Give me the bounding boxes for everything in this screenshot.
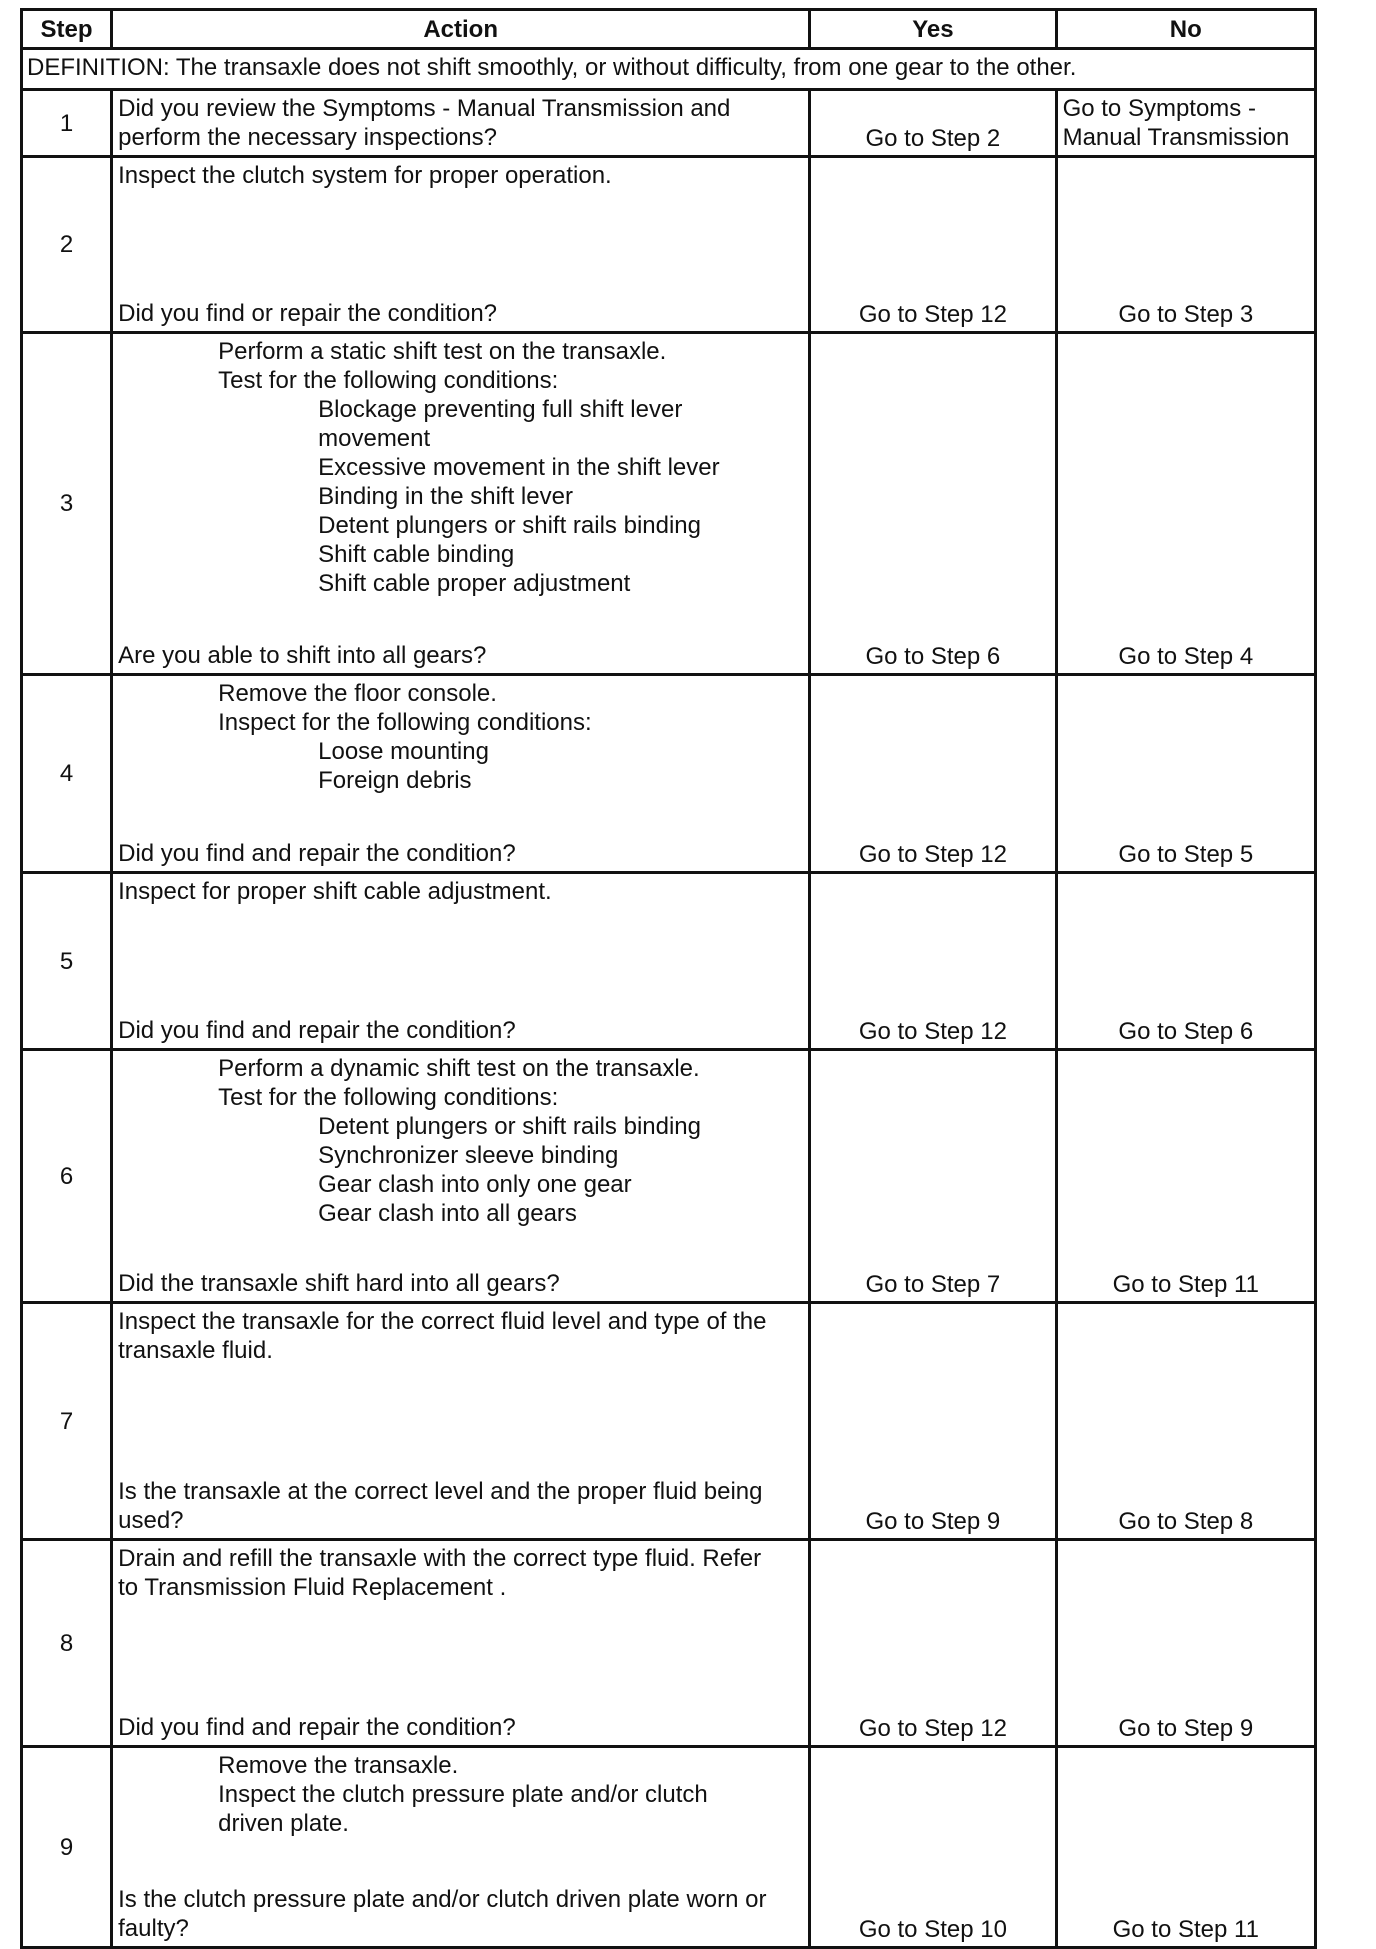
header-action: Action [112,10,810,49]
action-cell [112,90,810,157]
action-cell [112,873,810,1050]
step-number: 9 [22,1747,112,1948]
action-question [118,1269,803,1298]
instruction-line: Excessive movement in the shift lever [318,454,720,481]
no-result: Go to Symptoms - Manual Transmission [1056,90,1315,157]
action-cell [112,157,810,333]
table-row [22,675,1316,873]
question-line: Did the transaxle shift hard into all gears? [118,1270,560,1297]
instruction-line: Gear clash into only one gear [318,1171,632,1198]
action-question [118,1713,803,1742]
question-line: used? [118,1507,184,1534]
action-question [118,839,803,868]
instruction-line: Inspect the transaxle for the correct fluid level and type of the [118,1308,767,1335]
question-line: faulty? [118,1915,189,1942]
instruction-line: transaxle fluid. [118,1337,273,1364]
question-line: Are you able to shift into all gears? [118,642,487,669]
table-row [22,333,1316,675]
instruction-line: Inspect the clutch pressure plate and/or clutch [218,1781,708,1808]
action-question [118,1477,803,1535]
action-content [118,1307,803,1535]
diagnostic-table-container [20,8,1317,1949]
instruction-line: Inspect for proper shift cable adjustment. [118,878,552,905]
instruction-line: Perform a dynamic shift test on the transaxle. [218,1055,700,1082]
instruction-line: Did you review the Symptoms - Manual Transmission and [118,95,731,122]
instruction-line: perform the necessary inspections? [118,124,497,151]
no-result: Go to Step 9 [1056,1540,1315,1747]
action-question [118,1016,803,1045]
action-cell [112,1747,810,1948]
instruction-line: Detent plungers or shift rails binding [318,1113,701,1140]
question-line: Is the transaxle at the correct level and the proper fluid being [118,1478,763,1505]
instruction-line: Remove the floor console. [218,680,497,707]
instruction-line: Foreign debris [318,767,472,794]
action-content [118,161,803,328]
step-number: 6 [22,1050,112,1303]
instruction-line: to Transmission Fluid Replacement . [118,1574,507,1601]
yes-result: Go to Step 9 [810,1303,1056,1540]
instruction-line: Drain and refill the transaxle with the correct type fluid. Refer [118,1545,762,1572]
definition-text: DEFINITION: The transaxle does not shift smoothly, or without difficulty, from one gear to the other. [22,49,1316,90]
yes-result: Go to Step 12 [810,873,1056,1050]
action-instructions [118,1307,803,1365]
action-instructions [118,1054,803,1228]
instruction-line: driven plate. [218,1810,349,1837]
instruction-line: Blockage preventing full shift lever [318,396,683,423]
action-content [118,1054,803,1298]
instruction-line: Binding in the shift lever [318,483,573,510]
yes-result: Go to Step 7 [810,1050,1056,1303]
no-result: Go to Step 8 [1056,1303,1315,1540]
table-row [22,1050,1316,1303]
header-no: No [1056,10,1315,49]
action-instructions [118,161,803,190]
question-line: Is the clutch pressure plate and/or clutch driven plate worn or [118,1886,767,1913]
action-instructions [118,679,803,795]
instruction-line: Gear clash into all gears [318,1200,577,1227]
action-cell [112,675,810,873]
instruction-line: Inspect the clutch system for proper operation. [118,162,612,189]
no-result: Go to Step 11 [1056,1050,1315,1303]
action-instructions [118,337,803,598]
action-cell [112,1050,810,1303]
question-line: Did you find and repair the condition? [118,1714,516,1741]
question-line: Did you find and repair the condition? [118,840,516,867]
definition-row [22,49,1316,90]
yes-result: Go to Step 12 [810,1540,1056,1747]
no-result: Go to Step 3 [1056,157,1315,333]
action-instructions [118,1544,803,1602]
table-row [22,90,1316,157]
yes-result: Go to Step 10 [810,1747,1056,1948]
action-question [118,299,803,328]
header-row [22,10,1316,49]
step-number: 1 [22,90,112,157]
step-number: 8 [22,1540,112,1747]
instruction-line: Perform a static shift test on the transaxle. [218,338,667,365]
no-result: Go to Step 6 [1056,873,1315,1050]
action-content [118,1751,803,1943]
diagnostic-table [20,8,1317,1949]
action-content [118,337,803,670]
action-content [118,94,803,152]
action-instructions [118,1751,803,1838]
instruction-line: Detent plungers or shift rails binding [318,512,701,539]
table-row [22,157,1316,333]
action-question [118,1885,803,1943]
instruction-line: Shift cable proper adjustment [318,570,631,597]
yes-result: Go to Step 12 [810,675,1056,873]
header-yes: Yes [810,10,1056,49]
step-number: 7 [22,1303,112,1540]
instruction-line: Synchronizer sleeve binding [318,1142,619,1169]
question-line: Did you find or repair the condition? [118,300,498,327]
step-number: 4 [22,675,112,873]
step-number: 5 [22,873,112,1050]
action-question [118,641,803,670]
instruction-line: Test for the following conditions: [218,1084,559,1111]
yes-result: Go to Step 6 [810,333,1056,675]
action-content [118,1544,803,1742]
instruction-line: movement [318,425,431,452]
no-result: Go to Step 4 [1056,333,1315,675]
step-number: 2 [22,157,112,333]
table-row [22,1303,1316,1540]
action-instructions [118,877,803,906]
action-content [118,679,803,868]
action-content [118,877,803,1045]
action-cell [112,333,810,675]
table-row [22,1747,1316,1948]
instruction-line: Loose mounting [318,738,489,765]
table-row [22,1540,1316,1747]
instruction-line: Shift cable binding [318,541,515,568]
no-result: Go to Step 11 [1056,1747,1315,1948]
question-line: Did you find and repair the condition? [118,1017,516,1044]
action-instructions [118,94,803,152]
action-cell [112,1540,810,1747]
action-cell [112,1303,810,1540]
instruction-line: Remove the transaxle. [218,1752,459,1779]
step-number: 3 [22,333,112,675]
instruction-line: Inspect for the following conditions: [218,709,592,736]
no-result: Go to Step 5 [1056,675,1315,873]
header-step: Step [22,10,112,49]
table-row [22,873,1316,1050]
instruction-line: Test for the following conditions: [218,367,559,394]
yes-result: Go to Step 2 [810,90,1056,157]
yes-result: Go to Step 12 [810,157,1056,333]
